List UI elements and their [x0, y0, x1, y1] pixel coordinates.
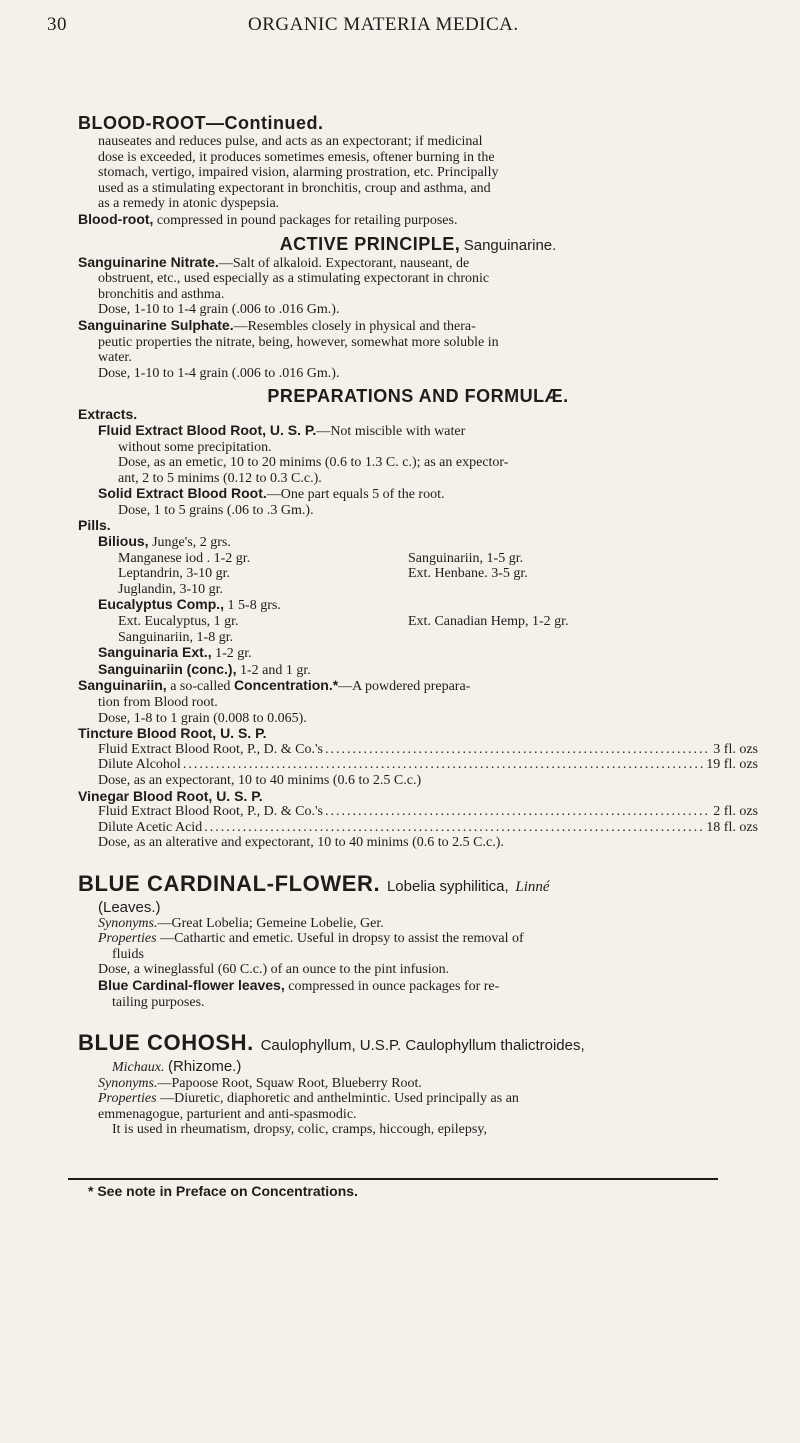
leader-dots: [325, 742, 711, 758]
text-line: peutic properties the nitrate, being, however, somewhat more soluble in: [98, 334, 499, 350]
entry-name: Blue Cardinal-flower leaves,: [98, 976, 285, 993]
entry-name: Eucalyptus Comp.,: [98, 596, 225, 613]
active-principle-title: ACTIVE PRINCIPLE,: [279, 233, 461, 254]
botanical-author: Michaux.: [112, 1060, 165, 1076]
page-content: [78, 112, 758, 1138]
synonyms-label: Synonyms.: [98, 915, 158, 931]
ingredient: Sanguinariin, 1-5 gr.: [408, 550, 524, 566]
ingredient: Manganese iod . 1-2 gr.: [118, 550, 251, 566]
entry-text: —One part equals 5 of the root.: [266, 487, 445, 503]
text-line: water.: [98, 350, 132, 366]
section-title: BLUE COHOSH.: [78, 1030, 254, 1056]
blood-root-intro: [78, 134, 758, 212]
plant-part: (Rhizome.): [167, 1058, 242, 1076]
formula-ingredient: Dilute Alcohol: [98, 757, 181, 773]
page-number: 30: [47, 14, 67, 35]
properties-line: [78, 931, 758, 947]
entry-text: compressed in pound packages for retailing purposes.: [153, 212, 458, 228]
blood-root-packages: [78, 212, 758, 229]
text-line: used as a stimulating expectorant in bronchitis, croup and asthma, and: [98, 180, 491, 196]
ingredient: Sanguinariin, 1-8 gr.: [118, 629, 234, 645]
dose-line: Dose, as an expectorant, 10 to 40 minims (0.6 to 2.5 C.c.): [98, 772, 422, 788]
ingredient: Leptandrin, 3-10 gr.: [118, 566, 230, 582]
vinegar-entry: [78, 789, 758, 851]
section-title: BLUE CARDINAL-FLOWER.: [78, 870, 381, 896]
dose-line: Dose, 1-10 to 1-4 grain (.006 to .016 Gm.).: [98, 365, 340, 381]
ingredient: [408, 630, 758, 646]
sanguinarine-sulphate: [78, 318, 758, 381]
entry-name: Sanguinarine Sulphate.: [78, 316, 234, 333]
blood-root-heading: BLOOD-ROOT—Continued.: [78, 113, 324, 133]
ingredient: Ext. Henbane. 3-5 gr.: [408, 566, 528, 582]
synonyms-text: —Great Lobelia; Gemeine Lobelie, Ger.: [157, 915, 384, 931]
formula-row: [78, 742, 758, 758]
formula-ingredient: Dilute Acetic Acid: [98, 819, 203, 835]
bilious-pill-entry: [78, 534, 758, 597]
text-line: Dose, as an emetic, 10 to 20 minims (0.6 to 1.3 C. c.); as an expector-: [118, 455, 509, 471]
botanical-name: Lobelia syphilitica,: [386, 877, 509, 895]
text-line: emmenagogue, parturient and anti-spasmodic.: [98, 1106, 357, 1122]
entry-text: —Resembles closely in physical and thera-: [233, 318, 476, 334]
footnote: * See note in Preface on Concentrations.: [88, 1183, 358, 1199]
formula-row: [78, 820, 758, 836]
text-line: stomach, vertigo, impaired vision, alarming prostration, etc. Principally: [98, 165, 499, 181]
dose-line: Dose, as an alterative and expectorant, 10 to 40 minims (0.6 to 2.5 C.c.).: [98, 835, 504, 851]
dose-line: Dose, 1-8 to 1 grain (0.008 to 0.065).: [98, 710, 307, 726]
entry-text: Junge's, 2 grs.: [148, 535, 231, 551]
entry-name: Sanguinarine Nitrate.: [78, 253, 219, 270]
entry-name: Sanguinaria Ext.,: [98, 644, 212, 661]
blue-cohosh-title-line: [78, 1030, 758, 1059]
entry-name: Sanguinariin (conc.),: [98, 660, 237, 677]
formula-row: [78, 804, 758, 820]
text-line: obstruent, etc., used especially as a stimulating expectorant in chronic: [98, 271, 490, 287]
sanguinaria-ext-entry: [78, 645, 758, 662]
leader-dots: [325, 804, 711, 820]
sanguinarine-nitrate: [78, 255, 758, 318]
botanical-name: Caulophyllum, U.S.P. Caulophyllum thalictroides,: [260, 1037, 585, 1055]
text-line: as a remedy in atonic dyspepsia.: [98, 196, 280, 212]
entry-text: —Salt of alkaloid. Expectorant, nauseant, de: [218, 255, 470, 271]
entry-name: Blood-root,: [78, 210, 154, 227]
synonyms-line: [78, 1076, 758, 1092]
properties-label: Properties: [98, 931, 157, 947]
extracts-heading: Extracts.: [78, 406, 138, 423]
text-line: tailing purposes.: [112, 994, 205, 1010]
leaves-entry: [78, 978, 758, 995]
text-line: tion from Blood root.: [98, 695, 218, 710]
text-line: It is used in rheumatism, dropsy, colic, cramps, hiccough, epilepsy,: [112, 1122, 487, 1138]
properties-line: [78, 1091, 758, 1107]
text-line: bronchitis and asthma.: [98, 286, 225, 302]
formula-row: [78, 757, 758, 773]
entry-text: compressed in ounce packages for re-: [284, 978, 500, 994]
ingredient: Ext. Eucalyptus, 1 gr.: [118, 614, 239, 630]
synonyms-line: [78, 916, 758, 932]
concentration-entry: [78, 678, 758, 726]
formula-qty: 19 fl. ozs: [706, 757, 758, 773]
entry-text: 1-2 and 1 gr.: [236, 662, 311, 678]
ingredient-row: [98, 551, 758, 567]
fluid-extract-entry: [78, 423, 758, 486]
leader-dots: [183, 757, 704, 773]
botanical-author: Linné: [515, 878, 550, 895]
entry-name: Solid Extract Blood Root.: [98, 485, 267, 502]
entry-name: Fluid Extract Blood Root, U. S. P.: [98, 421, 317, 438]
entry-name: Concentration.*: [233, 677, 339, 694]
tincture-entry: [78, 726, 758, 788]
entry-text: 1 5-8 grs.: [224, 598, 281, 614]
running-title: ORGANIC MATERIA MEDICA.: [248, 14, 519, 35]
formula-ingredient: Fluid Extract Blood Root, P., D. & Co.'s: [98, 741, 323, 757]
entry-name: Vinegar Blood Root, U. S. P.: [78, 787, 263, 804]
text-line: fluids: [112, 946, 144, 962]
active-principle-heading: [78, 233, 758, 255]
solid-extract-entry: [78, 486, 758, 518]
dose-line: Dose, 1 to 5 grains (.06 to .3 Gm.).: [118, 502, 314, 518]
entry-text: —Not miscible with water: [316, 423, 466, 439]
ingredient-row: [98, 566, 758, 582]
ingredient-row: [98, 582, 758, 598]
formula-qty: 18 fl. ozs: [706, 819, 758, 835]
blue-cardinal-title-line: [78, 871, 758, 900]
properties-label: Properties: [98, 1091, 157, 1107]
entry-name: Tincture Blood Root, U. S. P.: [78, 725, 267, 742]
sanguinariin-conc-entry: [78, 662, 758, 679]
properties-text: —Diuretic, diaphoretic and anthelmintic. Used principally as an: [156, 1091, 519, 1107]
formula-qty: 3 fl. ozs: [713, 741, 758, 757]
text-line: nauseates and reduces pulse, and acts as an expectorant; if medicinal: [98, 134, 483, 149]
pills-heading: Pills.: [78, 517, 111, 534]
ingredient: [408, 582, 758, 598]
text-line: without some precipitation.: [118, 439, 272, 455]
plant-part: (Leaves.): [98, 898, 161, 916]
dose-line: Dose, a wineglassful (60 C.c.) of an ounce to the pint infusion.: [98, 962, 450, 978]
text-line: dose is exceeded, it produces sometimes emesis, oftener burning in the: [98, 149, 495, 165]
ingredient: Ext. Canadian Hemp, 1-2 gr.: [408, 614, 569, 630]
ingredient-row: [98, 630, 758, 646]
ingredient-row: [98, 614, 758, 630]
dose-line: Dose, 1-10 to 1-4 grain (.006 to .016 Gm.).: [98, 302, 340, 318]
entry-text: a so-called: [166, 679, 234, 695]
text-line: ant, 2 to 5 minims (0.12 to 0.3 C.c.).: [118, 470, 322, 486]
entry-text: 1-2 gr.: [211, 646, 252, 662]
synonyms-label: Synonyms.: [98, 1075, 158, 1091]
formula-qty: 2 fl. ozs: [713, 804, 758, 820]
ingredient: Juglandin, 3-10 gr.: [118, 581, 223, 597]
synonyms-text: —Papoose Root, Squaw Root, Blueberry Root.: [157, 1075, 422, 1091]
eucalyptus-pill-entry: [78, 597, 758, 645]
footnote-rule: [68, 1178, 718, 1180]
botanical-author-line: [78, 1059, 758, 1076]
properties-text: —Cathartic and emetic. Useful in dropsy to assist the removal of: [156, 931, 524, 947]
entry-text: —A powdered prepara-: [338, 679, 471, 695]
preparations-heading: PREPARATIONS AND FORMULÆ.: [267, 386, 569, 407]
entry-name: Bilious,: [98, 533, 149, 550]
leader-dots: [204, 820, 704, 836]
entry-name: Sanguinariin,: [78, 677, 167, 694]
formula-ingredient: Fluid Extract Blood Root, P., D. & Co.'s: [98, 804, 323, 820]
active-principle-name: Sanguinarine.: [463, 236, 557, 254]
